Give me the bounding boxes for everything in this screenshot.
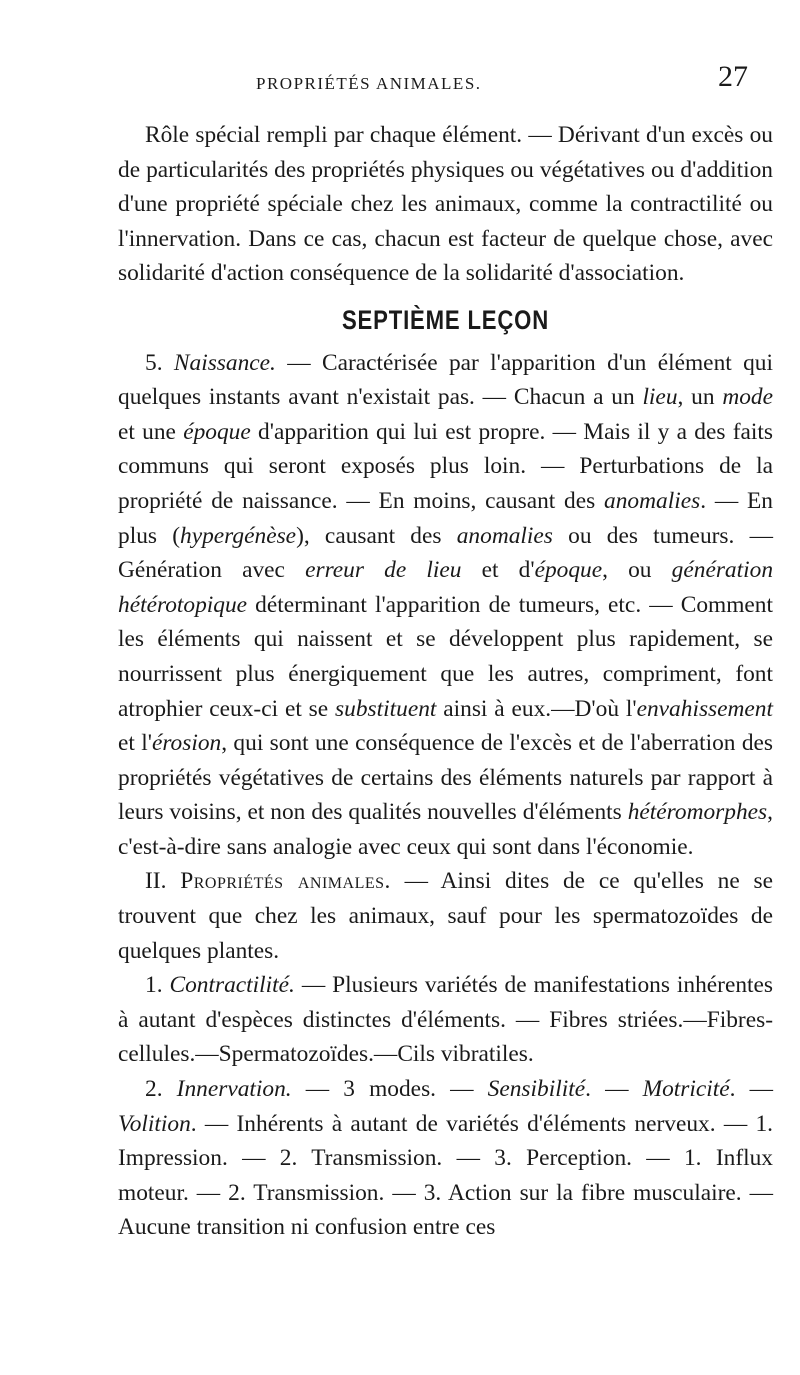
- text: ou des tumeurs. — Génération avec: [118, 522, 774, 584]
- term-sensibilite: Sensibilité: [487, 1076, 586, 1103]
- text: ), causant des: [296, 522, 457, 549]
- running-title: PROPRIÉTÉS ANIMALES.: [256, 74, 482, 93]
- text: ainsi à eux.—D'où l': [436, 695, 637, 722]
- text: et une: [118, 418, 184, 445]
- term-motricite: Motricité: [642, 1076, 730, 1103]
- text: . — En plus (: [118, 487, 773, 549]
- term-innervation: Innervation.: [176, 1076, 292, 1103]
- text: . — Inhérents à autant de variétés d'éléments nerveux. — 1. Impression. — 2. Transmission. — 3. Perception. — 1. Influx moteur. — 2. Transmission. — 3. Action sur la fibre musculaire. — Aucune transition ni confusion entre ces: [118, 1110, 773, 1241]
- text: , ou: [602, 557, 672, 584]
- text: et l': [118, 730, 152, 757]
- text: d'apparition qui lui est propre. — Mais il y a des faits communs qui seront exposés plus loin. — Perturbations de la propriété de naissance. — En moins, causant des: [118, 418, 773, 514]
- text: , un: [677, 384, 723, 411]
- paragraph-innervation: [118, 1072, 773, 1245]
- item-number: II.: [145, 868, 181, 895]
- term-hypergenese: hypergénèse: [180, 522, 297, 549]
- text: , c'est-à-dire sans analogie avec ceux qui sont dans l'économie.: [118, 799, 773, 860]
- section-title: Propriétés animales.: [180, 868, 391, 895]
- item-number: 2.: [145, 1076, 177, 1103]
- text: — Ainsi dites de ce qu'elles ne se trouvent que chez les animaux, sauf pour les spermatozoïdes de quelques plantes.: [118, 868, 773, 964]
- text: . —: [585, 1076, 643, 1103]
- term-anomalies: anomalies: [604, 487, 701, 514]
- page-header: [118, 60, 758, 104]
- term-erreur-de-lieu: erreur de lieu: [305, 557, 462, 584]
- item-number: 5.: [145, 349, 174, 376]
- term-epoque: époque: [183, 418, 251, 445]
- term-lieu: lieu: [642, 384, 678, 411]
- term-substituent: substituent: [335, 695, 437, 722]
- term-erosion: érosion: [151, 730, 222, 757]
- term-epoque-2: époque: [534, 557, 603, 584]
- term-envahissement: envahissement: [636, 695, 773, 722]
- text: et d': [461, 557, 535, 584]
- page-body: [118, 118, 773, 1245]
- paragraph-role-special: Rôle spécial rempli par chaque élément. — Dérivant d'un excès ou de particularités des propriétés physiques ou végétatives ou d'addition d'une propriété spéciale chez les animaux, comme la contractilité ou l'innervation. Dans ce cas, chacun est facteur de quelque chose, avec solidarité d'action conséquence de la solidarité d'association.: [118, 122, 773, 287]
- paragraph-contractilite: [118, 968, 773, 1072]
- item-number: 1.: [145, 972, 170, 999]
- paragraph-proprietes-animales: [118, 864, 773, 968]
- text: — Plusieurs variétés de manifestations inhérentes à autant d'espèces distinctes d'éléments. — Fibres striées.—Fibres-cellules.—Spermatozoïdes.—Cils vibratiles.: [118, 972, 774, 1068]
- text: . —: [729, 1076, 773, 1103]
- text: — 3 modes. —: [291, 1076, 488, 1103]
- text: , qui sont une conséquence de l'excès et de l'aberration des propriétés végétatives de certains des éléments naturels par rapport à leurs voisins, et non des qualités nouvelles d'éléments: [118, 730, 773, 826]
- text: déterminant l'apparition de tumeurs, etc. — Comment les éléments qui naissent et se développent plus rapidement, se nourrissent plus énergiquement que les autres, compriment, font atrophier ceux-ci et se: [118, 591, 773, 722]
- term-naissance: Naissance.: [173, 349, 276, 376]
- paragraph-naissance: [118, 346, 773, 865]
- lesson-heading: SEPTIÈME LEÇON: [341, 304, 550, 335]
- page-number: 27: [718, 60, 748, 93]
- term-anomalies-2: anomalies: [456, 522, 553, 549]
- term-heteromorphes: hétéromorphes: [627, 799, 768, 826]
- term-mode: mode: [722, 384, 773, 411]
- text: — Caractérisée par l'apparition d'un élément qui quelques instants avant n'existait pas. — Chacun a un: [118, 349, 774, 411]
- term-contractilite: Contractilité.: [169, 972, 295, 999]
- term-generation-heterotopique: génération hétérotopique: [118, 557, 774, 618]
- term-volition: Volition: [118, 1110, 191, 1137]
